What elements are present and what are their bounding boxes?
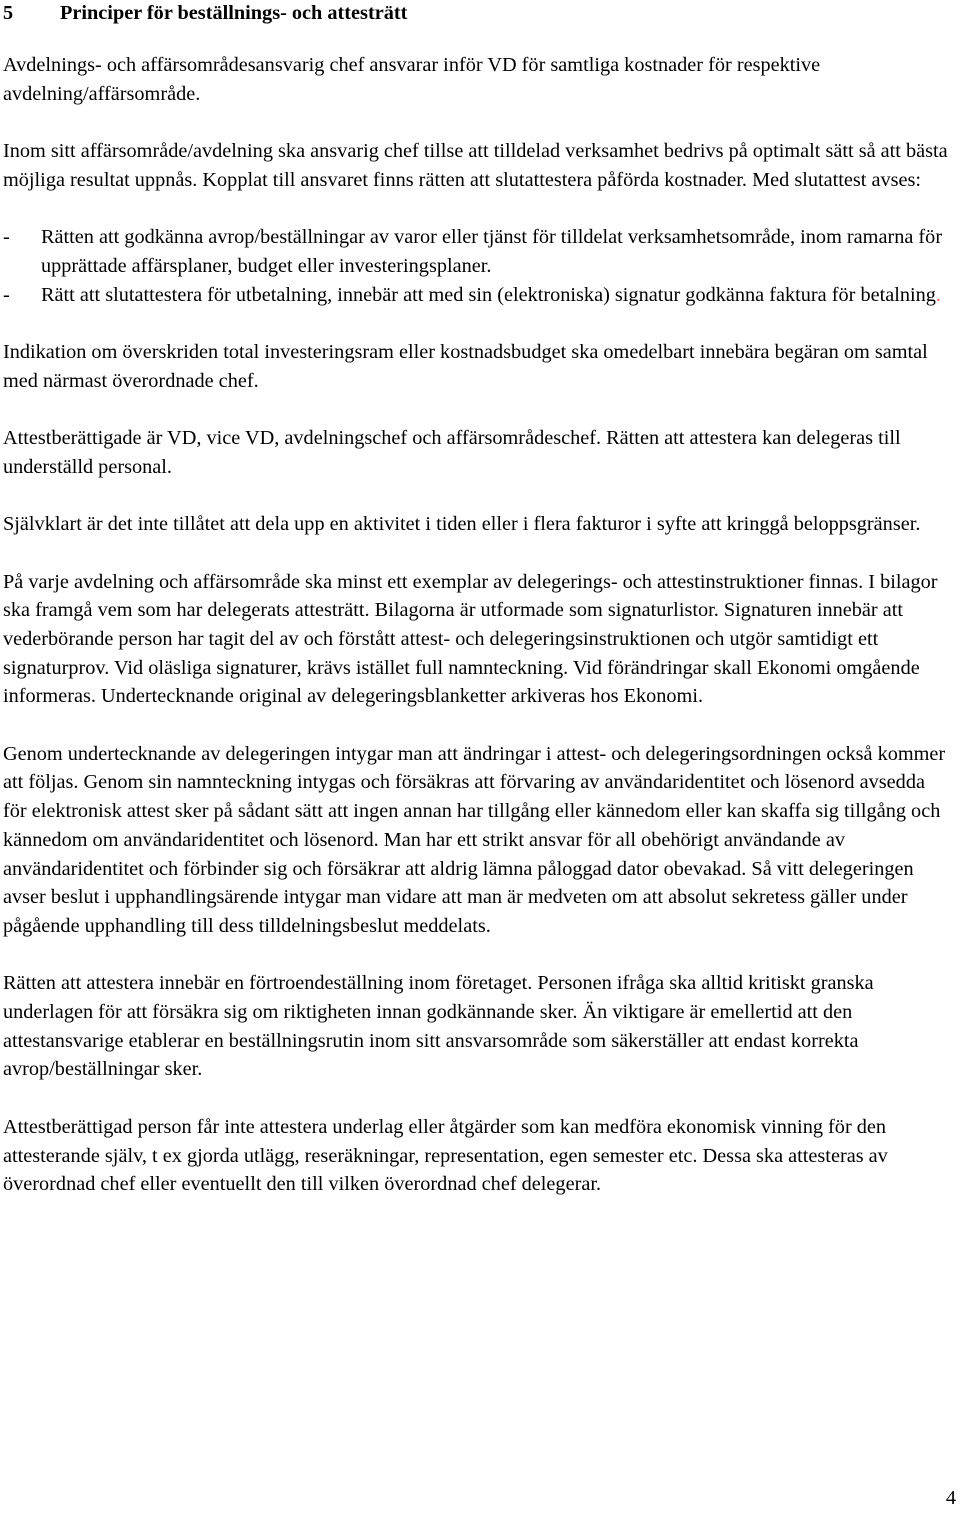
paragraph-responsibility: Avdelnings- och affärsområdesansvarig chef ansvarar inför VD för samtliga kostnader för respektive avdelning/affärsområde. xyxy=(3,54,821,105)
list-item xyxy=(3,223,953,280)
list-item-text: Rätten att godkänna avrop/beställningar av varor eller tjänst för tilldelat verksamhetsområde, inom ramarna för upprättade affärsplaner, budget eller investeringsplaner. xyxy=(41,226,943,277)
paragraph-instructions: På varje avdelning och affärsområde ska minst ett exemplar av delegerings- och attestinstruktioner finnas. I bilagor ska framgå vem som har delegerats attesträtt. Bilagorna är utformade som signaturlistor. Signaturen innebär att vederbörande person har tagit del av och förstått attest- och delegeringsinstruktionen och utgör samtidigt ett signaturprov. Vid oläsliga signaturer, krävs istället full namnteckning. Vid förändringar skall Ekonomi omgående informeras. Undertecknande original av delegeringsblanketter arkiveras hos Ekonomi. xyxy=(3,570,938,708)
attest-list xyxy=(3,223,953,309)
list-item-text: Rätt att slutattestera för utbetalning, innebär att med sin (elektroniska) signatur godkänna faktura för betalning xyxy=(41,283,936,306)
paragraph-attest-eligible: Attestberättigade är VD, vice VD, avdelningschef och affärsområdeschef. Rätten att attestera kan delegeras till underställd personal. xyxy=(3,427,901,478)
paragraph-delegation-signing: Genom undertecknande av delegeringen intygar man att ändringar i attest- och delegeringsordningen också kommer att följas. Genom sin namnteckning intygas och försäkras att förvaring av användaridentitet och lösenord avsedda för elektronisk attest sker på sådant sätt att ingen annan har tillgång eller kännedom eller kan skaffa sig tillgång och kännedom om användaridentitet och lösenord. Man har ett strikt ansvar för all obehörigt användande av användaridentitet och förbinder sig och försäkrar att aldrig lämna påloggad dator obevakad. Så vitt delegeringen avser beslut i upphandlingsärende intygar man vidare att man är medveten om att absolut sekretess gäller under pågående upphandling till dess tilldelningsbeslut meddelats. xyxy=(3,742,946,937)
paragraph-final-attest: Inom sitt affärsområde/avdelning ska ansvarig chef tillse att tilldelad verksamhet bedrivs på optimalt sätt så att bästa möjliga resultat uppnås. Kopplat till ansvaret finns rätten att slutattestera påförda kostnader. Med slutattest avses: xyxy=(3,140,948,191)
list-item-text-wrapper xyxy=(41,281,953,310)
list-item-period: . xyxy=(935,283,941,306)
page-number: 4 xyxy=(945,1487,956,1509)
paragraph-trust-position: Rätten att attestera innebär en förtroendeställning inom företaget. Personen ifråga ska alltid kritiskt granska underlagen för att försäkra sig om riktigheten innan godkännande sker. Än viktigare är emellertid att den attestansvarige etablerar en beställningsrutin inom sitt ansvarsområde som säkerställer att endast korrekta avrop/beställningar sker. xyxy=(3,972,874,1081)
paragraph-split-activities: Självklart är det inte tillåtet att dela upp en aktivitet i tiden eller i flera fakturor i syfte att kringgå beloppsgränser. xyxy=(3,513,921,536)
section-heading xyxy=(3,0,953,26)
section-title: Principer för beställnings- och attesträtt xyxy=(60,2,408,24)
list-item xyxy=(3,281,953,310)
paragraph-budget-overrun: Indikation om överskriden total investeringsram eller kostnadsbudget ska omedelbart innebära begäran om samtal med närmast överordnade chef. xyxy=(3,340,928,392)
document-page xyxy=(3,0,953,1228)
list-bullet: - xyxy=(3,226,10,249)
section-number: 5 xyxy=(3,2,14,24)
paragraph-personal-gain: Attestberättigad person får inte attestera underlag eller åtgärder som kan medföra ekonomisk vinning för den attesterande själv, t ex gjorda utlägg, reseräkningar, representation, egen semester etc. Dessa ska attesteras av överordnad chef eller eventuellt den till vilken överordnad chef delegerar. xyxy=(3,1115,888,1196)
list-bullet: - xyxy=(3,283,10,306)
